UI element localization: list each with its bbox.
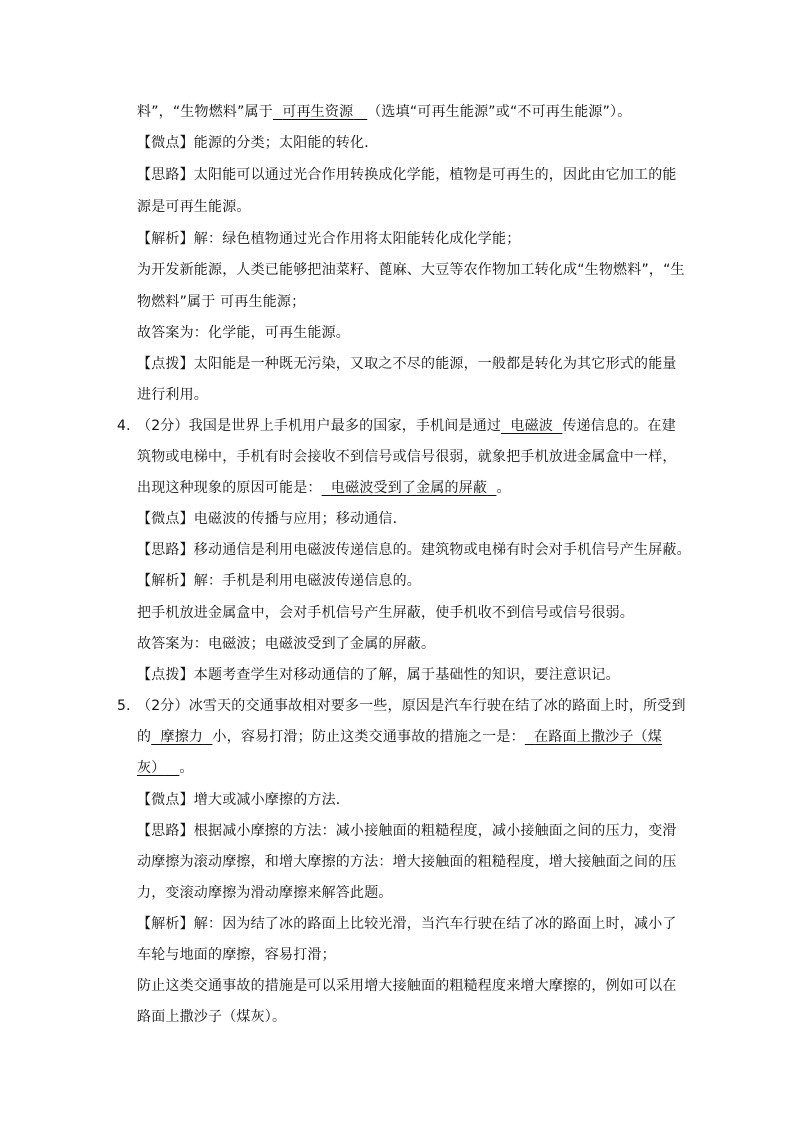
jiexi-line: 为开发新能源，人类已能够把油菜籽、蓖麻、大豆等农作物加工转化成“生物燃料”，“生 — [137, 262, 685, 278]
answer-blank: 摩擦力 — [160, 729, 204, 745]
jiexi-line: 防止这类交通事故的措施是可以采用增大接触面的粗糙程度来增大摩擦的，例如可以在 — [137, 978, 677, 994]
jiexi-line: 【解析】解：因为结了冰的路面上比较光滑，当汽车行驶在结了冰的路面上时，减小了 — [137, 916, 677, 932]
jiexi-line: 【解析】解：手机是利用电磁波传递信息的。 — [137, 573, 421, 589]
question-4-line: 4． （2分）我国是世界上手机用户最多的国家，手机间是通过 电磁波 传递信息的。在建 — [117, 418, 676, 434]
question-number: 4． — [117, 418, 141, 434]
jiexi-line: 把手机放进金属盒中，会对手机信号产生屏蔽，使手机收不到信号或信号很弱。 — [137, 605, 634, 621]
answer-line: 故答案为：电磁波；电磁波受到了金属的屏蔽。 — [137, 636, 436, 652]
question-5-line: 5． （2分）冰雪天的交通事故相对要多一些，原因是汽车行驶在结了冰的路面上时，所受到 — [117, 698, 686, 714]
text: 料”，“生物燃料”属于 — [137, 104, 273, 120]
question-4-line: 出现这种现象的原因可能是： 电磁波受到了金属的屏蔽 。 — [137, 480, 511, 496]
text: （选填“可再生能源”或“不可再生能源”）。 — [367, 104, 632, 120]
question-number: 5． — [117, 698, 141, 714]
question-5-line: 灰） 。 — [137, 760, 194, 776]
jiexi-line: 车轮与地面的摩擦，容易打滑； — [137, 947, 336, 963]
jiexi-line: 物燃料”属于 可再生能源； — [137, 294, 306, 310]
question-5-line: 的 摩擦力 小，容易打滑；防止这类交通事故的措施之一是： 在路面上撒沙子（煤 — [137, 729, 662, 745]
answer-blank: 电磁波受到了金属的屏蔽 — [330, 480, 488, 496]
answer-blank: 灰） — [137, 760, 166, 776]
weidian-line: 【微点】能源的分类；太阳能的转化． — [137, 135, 379, 151]
dianbo-line: 【点拨】太阳能是一种既无污染，又取之不尽的能源，一般都是转化为其它形式的能量 — [137, 356, 677, 372]
silu-line: 【思路】太阳能可以通过光合作用转换成化学能，植物是可再生的，因此由它加工的能 — [137, 167, 677, 183]
answer-line — [137, 102, 631, 122]
question-4-line: 筑物或电梯中，手机有时会接收不到信号或信号很弱，就象把手机放进金属盒中一样， — [137, 449, 677, 465]
answer-blank: 电磁波 — [510, 418, 554, 434]
answer-blank: 可再生资源 — [282, 104, 354, 120]
silu-line: 【思路】移动通信是利用电磁波传递信息的。建筑物或电梯有时会对手机信号产生屏蔽。 — [137, 542, 691, 558]
weidian-line: 【微点】电磁波的传播与应用；移动通信． — [137, 511, 407, 527]
silu-line: 动摩擦为滚动摩擦，和增大摩擦的方法：增大接触面的粗糙程度，增大接触面之间的压 — [137, 854, 677, 870]
jiexi-line: 路面上撒沙子（煤灰）。 — [137, 1009, 287, 1025]
silu-line: 【思路】根据减小摩擦的方法：减小接触面的粗糙程度，减小接触面之间的压力，变滑 — [137, 823, 677, 839]
dianbo-line: 进行利用。 — [137, 387, 208, 403]
jiexi-line: 【解析】解：绿色植物通过光合作用将太阳能转化成化学能； — [137, 231, 521, 247]
answer-blank: 在路面上撒沙子（煤 — [534, 729, 662, 745]
answer-line: 故答案为：化学能，可再生能源。 — [137, 325, 350, 341]
weidian-line: 【微点】增大或减小摩擦的方法． — [137, 792, 350, 808]
silu-line: 源是可再生能源。 — [137, 199, 251, 215]
dianbo-line: 【点拨】本题考查学生对移动通信的了解，属于基础性的知识，要注意识记。 — [137, 667, 620, 683]
silu-line: 力，变滚动摩擦为滑动摩擦来解答此题。 — [137, 885, 393, 901]
